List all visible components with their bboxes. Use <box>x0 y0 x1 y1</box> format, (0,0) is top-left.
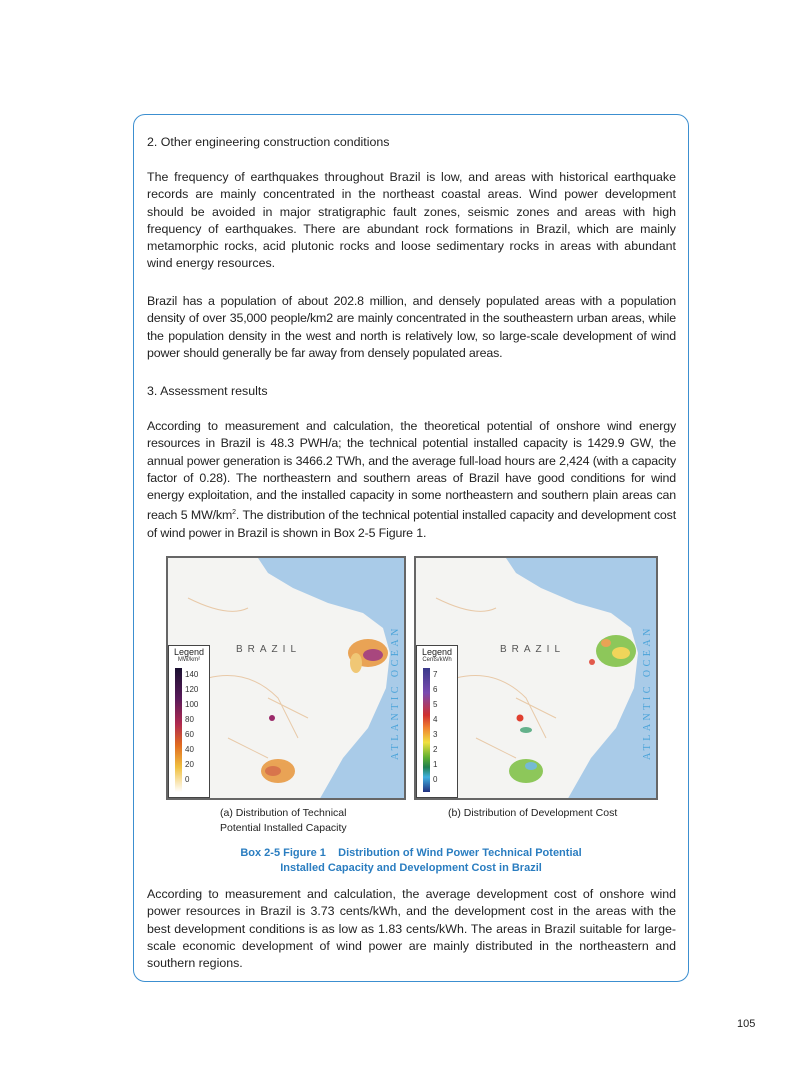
legend-tick: 5 <box>433 700 438 709</box>
legend-title: Legend <box>173 647 205 657</box>
hotspot-northeast <box>348 639 388 673</box>
ocean-label: ATLANTIC OCEAN <box>390 625 401 761</box>
ocean-label: ATLANTIC OCEAN <box>642 625 653 761</box>
legend-tick: 3 <box>433 730 438 739</box>
section-heading-assessment: 3. Assessment results <box>147 384 268 398</box>
legend-tick: 0 <box>185 775 190 784</box>
legend-tick: 4 <box>433 715 438 724</box>
paragraph-population: Brazil has a population of about 202.8 million, and densely populated areas with a population density of over 35,000 people/km2 are mainly concentrated in the southeastern urban areas, while the population density in the west and north is relatively low, so large-scale development of wind power should generally be far away from densely populated areas. <box>147 294 676 360</box>
legend-capacity <box>168 645 210 798</box>
hotspot-central-green <box>520 727 532 733</box>
legend-tick: 1 <box>433 760 438 769</box>
legend-tick: 7 <box>433 670 438 679</box>
map-development-cost <box>414 556 658 800</box>
hotspot-central <box>269 715 275 721</box>
legend-tick: 140 <box>185 670 199 679</box>
figure-title-line2: Installed Capacity and Development Cost in Brazil <box>280 862 542 874</box>
figure-title-line1: Box 2-5 Figure 1 Distribution of Wind Power Technical Potential <box>240 847 582 859</box>
country-label: BRAZIL <box>236 644 302 655</box>
caption-b: (b) Distribution of Development Cost <box>448 807 618 819</box>
legend-tick: 40 <box>185 745 194 754</box>
map-installed-capacity <box>166 556 406 800</box>
legend-tick: 6 <box>433 685 438 694</box>
caption-a-line1: (a) Distribution of Technical <box>220 807 347 819</box>
legend-tick: 80 <box>185 715 194 724</box>
paragraph-potential-part2: . The distribution of the technical potential installed capacity and development cost of wind power in Brazil is shown in Box 2-5 Figure 1. <box>147 508 677 540</box>
legend-colorbar <box>175 668 182 792</box>
legend-colorbar <box>423 668 430 792</box>
hotspot-south <box>261 759 295 783</box>
hotspot-northeast <box>589 635 636 667</box>
legend-tick: 2 <box>433 745 438 754</box>
hotspot-central <box>517 715 524 722</box>
hotspot-south <box>509 759 543 783</box>
legend-tick: 0 <box>433 775 438 784</box>
paragraph-earthquakes: The frequency of earthquakes throughout Brazil is low, and areas with historical earthquake records are mainly concentrated in the northeast coastal areas. Wind power development should be avoided in major stratigraphic fault zones, seismic zones and areas with high frequency of earthquakes. There are abundant rock formations in Brazil, which are mainly metamorphic rocks, acid plutonic rocks and loose sedimentary rocks in areas with abundant wind energy resources. <box>147 170 676 271</box>
figure-title <box>148 846 674 876</box>
paragraph-potential <box>147 418 676 542</box>
country-label: BRAZIL <box>500 644 566 655</box>
legend-tick: 60 <box>185 730 194 739</box>
legend-tick: 120 <box>185 685 199 694</box>
legend-unit: MW/km² <box>177 657 201 663</box>
paragraph-potential-part1: According to measurement and calculation, the theoretical potential of onshore wind energy resources in Brazil is 48.3 PWH/a; the technical potential installed capacity is 1429.9 GW, the annual power generation is 3466.2 TWh, and the average full-load hours are 2,424 (with a capacity factor of 0.28). The northeastern and southern areas of Brazil have good conditions for wind energy exploitation, and the installed capacity in some northeastern and southern plain areas can reach 5 MW/km <box>147 419 676 523</box>
legend-cost <box>416 645 458 798</box>
section-heading-engineering: 2. Other engineering construction conditions <box>147 135 390 149</box>
paragraph-development-cost: According to measurement and calculation, the average development cost of onshore wind power resources in Brazil is 3.73 cents/kWh, and the development cost in the areas with the best development conditions is as low as 1.83 cents/kWh. The areas in Brazil suitable for large-scale economic development of wind power are mainly distributed in the northeastern and southern regions. <box>147 887 676 971</box>
legend-title: Legend <box>421 647 453 657</box>
superscript: 2 <box>232 509 236 517</box>
legend-tick: 20 <box>185 760 194 769</box>
page-number: 105 <box>737 1018 756 1030</box>
legend-unit: Cents/kWh <box>422 657 452 663</box>
caption-a <box>220 806 347 836</box>
caption-a-line2: Potential Installed Capacity <box>220 822 347 834</box>
legend-tick: 100 <box>185 700 199 709</box>
